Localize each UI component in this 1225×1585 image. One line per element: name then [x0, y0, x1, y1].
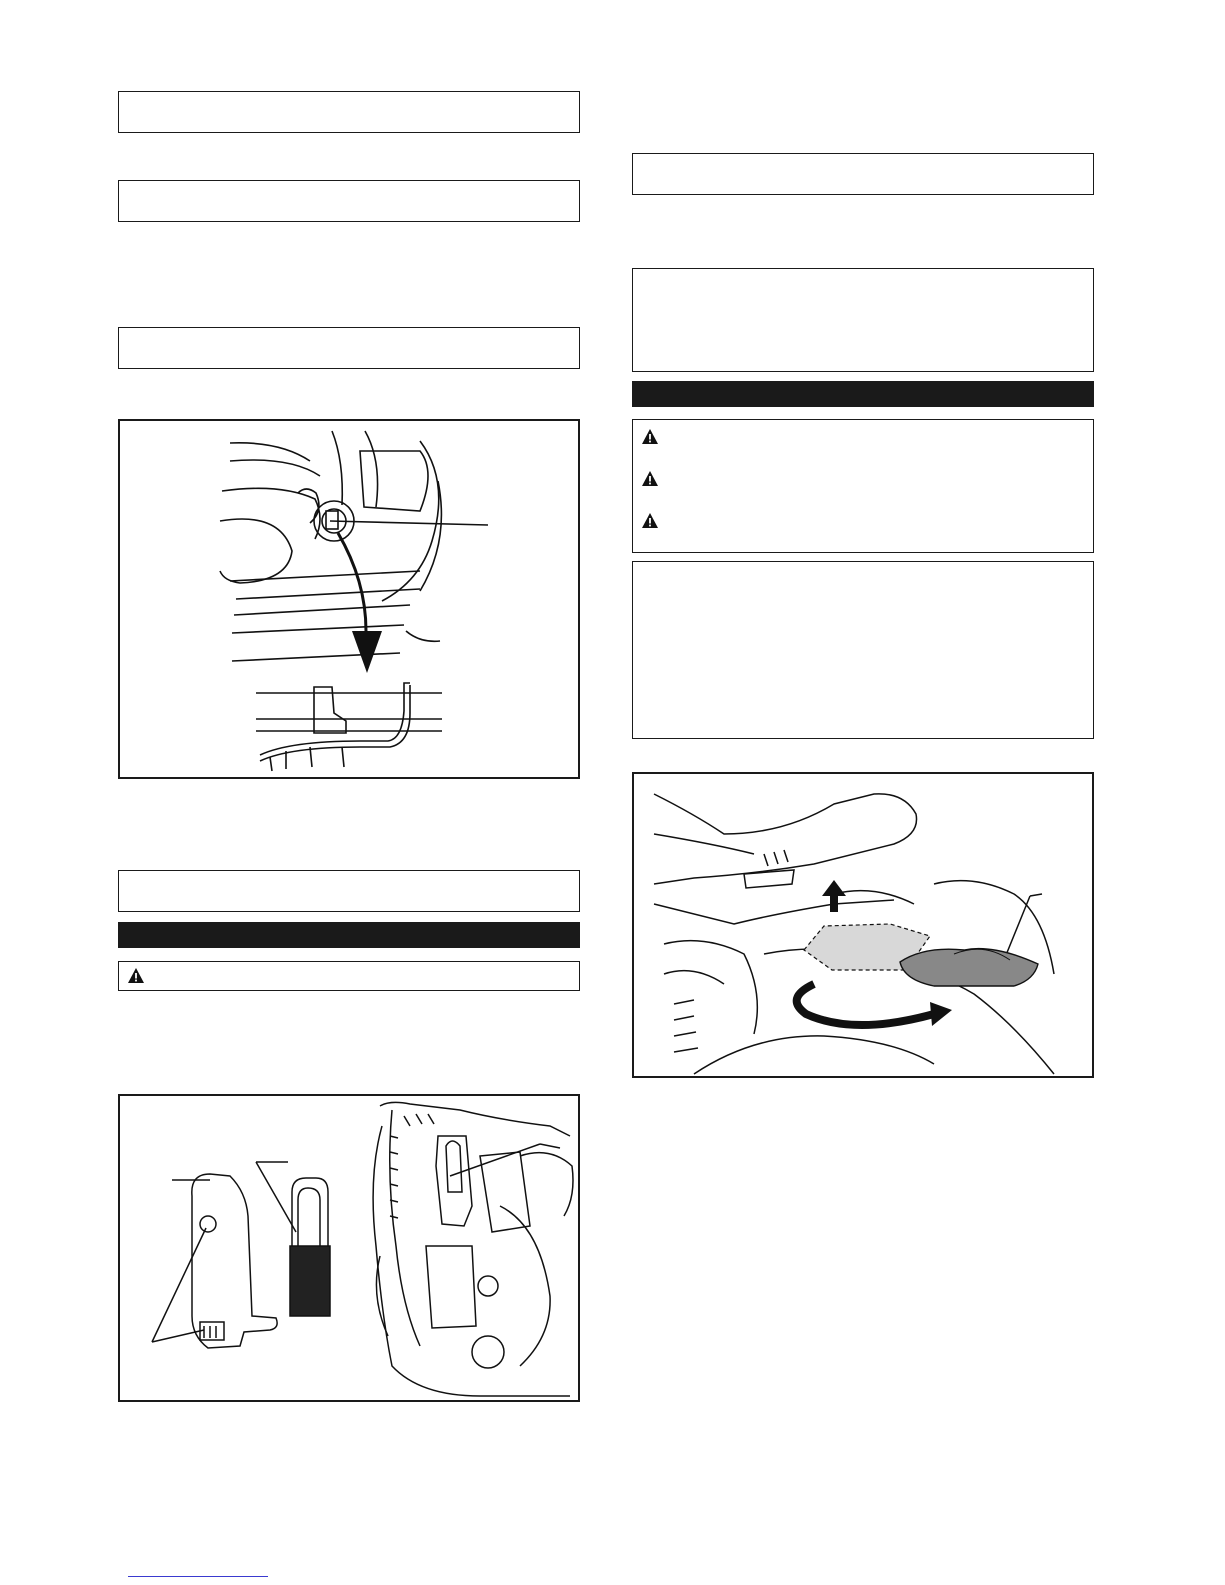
figure-air-filter: [118, 1094, 580, 1402]
footer-link-underline: [128, 1576, 268, 1577]
warning-triangle-icon: [641, 428, 659, 446]
figure-spark-plug: [118, 419, 580, 779]
air-filter-illustration: [120, 1096, 580, 1402]
right-text-box-2: [632, 268, 1094, 372]
warning-triangle-icon: [641, 512, 659, 530]
warning-triangle-icon: [127, 967, 145, 985]
left-section-bar: [118, 922, 580, 948]
figure-cover-removal: [632, 772, 1094, 1078]
arrow-up-icon: [822, 880, 846, 912]
left-warning-box: [118, 961, 580, 991]
left-text-box-4: [118, 870, 580, 912]
warning-triangle-icon: [641, 470, 659, 488]
arrow-down-icon: [352, 631, 382, 673]
right-section-bar: [632, 381, 1094, 407]
cover-removal-illustration: [634, 774, 1094, 1078]
spark-plug-illustration: [120, 421, 580, 779]
right-text-box-1: [632, 153, 1094, 195]
left-text-box-1: [118, 91, 580, 133]
right-warning-box: [632, 419, 1094, 553]
rotate-arrow-icon: [797, 984, 934, 1025]
right-text-box-3: [632, 561, 1094, 739]
left-text-box-2: [118, 180, 580, 222]
left-text-box-3: [118, 327, 580, 369]
